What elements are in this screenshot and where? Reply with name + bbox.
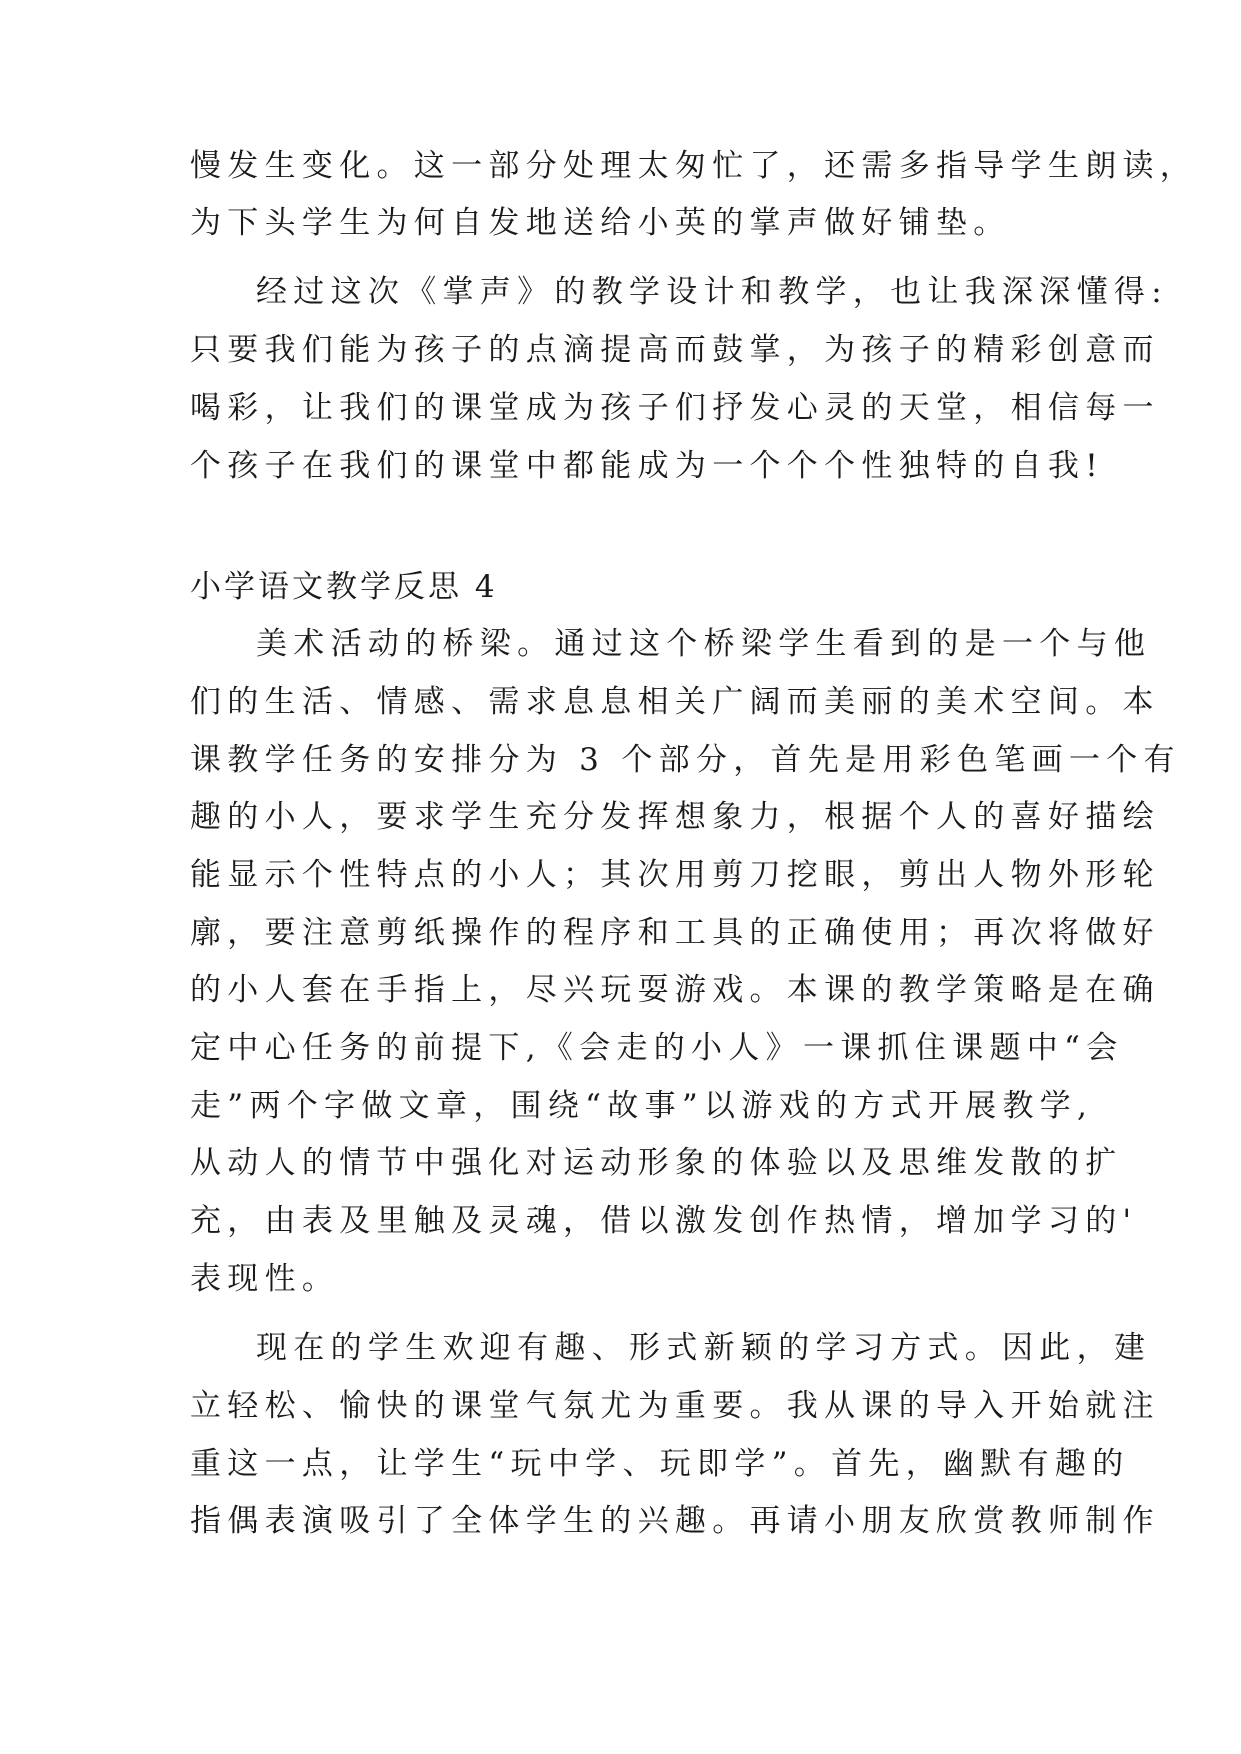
text-line: 为下头学生为何自发地送给小英的掌声做好铺垫。 xyxy=(190,205,1011,241)
text-line: 趣的小人，要求学生充分发挥想象力，根据个人的喜好描绘 xyxy=(190,799,1160,835)
text-line: 走”两个字做文章，围绕“故事”以游戏的方式开展教学, xyxy=(190,1088,1094,1124)
text-line: 廓，要注意剪纸操作的程序和工具的正确使用；再次将做好 xyxy=(190,915,1160,951)
text-line: 从动人的情节中强化对运动形象的体验以及思维发散的扩 xyxy=(190,1145,1123,1181)
text-line: 课教学任务的安排分为 3 个部分，首先是用彩色笔画一个有 xyxy=(190,742,1181,778)
text-line: 经过这次《掌声》的教学设计和教学，也让我深深懂得: xyxy=(256,274,1168,310)
text-line: 指偶表演吸引了全体学生的兴趣。再请小朋友欣赏教师制作 xyxy=(190,1503,1160,1539)
text-line: 慢发生变化。这一部分处理太匆忙了，还需多指导学生朗读， xyxy=(190,148,1198,184)
text-line: 的小人套在手指上，尽兴玩耍游戏。本课的教学策略是在确 xyxy=(190,972,1160,1008)
text-line: 充，由表及里触及灵魂，借以激发创作热情，增加学习的' xyxy=(190,1203,1138,1239)
text-line: 个孩子在我们的课堂中都能成为一个个个性独特的自我! xyxy=(190,448,1104,484)
text-line: 喝彩，让我们的课堂成为孩子们抒发心灵的天堂，相信每一 xyxy=(190,390,1160,426)
text-line: 表现性。 xyxy=(190,1261,340,1297)
text-line: 们的生活、情感、需求息息相关广阔而美丽的美术空间。本 xyxy=(190,684,1160,720)
text-line: 重这一点，让学生“玩中学、玩即学”。首先，幽默有趣的 xyxy=(190,1446,1130,1482)
section-heading: 小学语文教学反思 4 xyxy=(190,569,498,605)
text-line: 现在的学生欢迎有趣、形式新颖的学习方式。因此，建 xyxy=(256,1330,1152,1366)
text-line: 只要我们能为孩子的点滴提高而鼓掌，为孩子的精彩创意而 xyxy=(190,332,1160,368)
text-line: 能显示个性特点的小人；其次用剪刀挖眼，剪出人物外形轮 xyxy=(190,857,1160,893)
text-line: 定中心任务的前提下,《会走的小人》一课抓住课题中“会 xyxy=(190,1030,1124,1066)
text-line: 立轻松、愉快的课堂气氛尤为重要。我从课的导入开始就注 xyxy=(190,1388,1160,1424)
text-line: 美术活动的桥梁。通过这个桥梁学生看到的是一个与他 xyxy=(256,626,1152,662)
